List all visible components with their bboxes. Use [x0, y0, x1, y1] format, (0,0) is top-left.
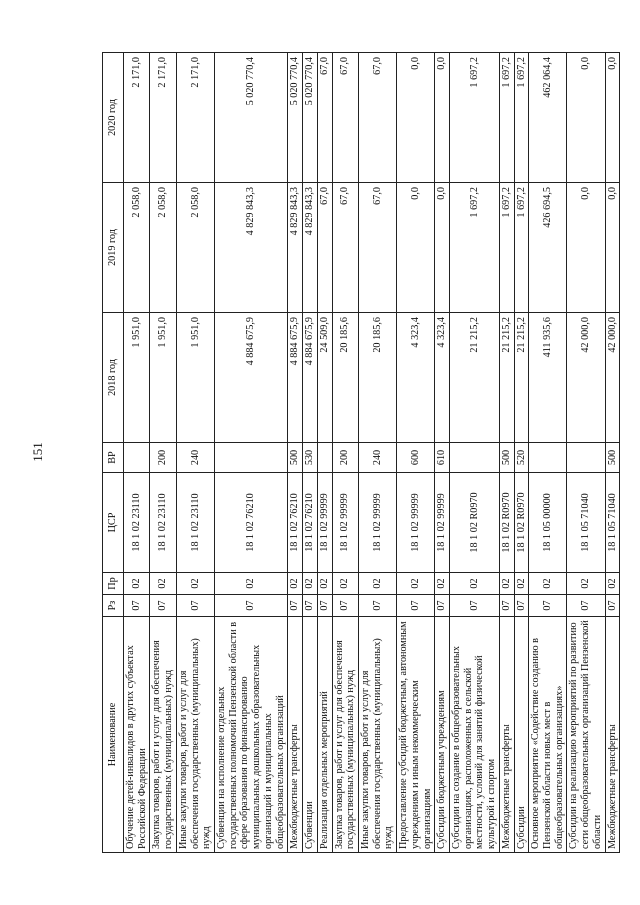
row-2018-cell: 21 215,2	[499, 312, 514, 442]
row-rz-cell: 07	[529, 594, 567, 616]
row-csr-cell: 18 1 02 99999	[397, 472, 435, 572]
row-2018-cell: 24 509,0	[317, 312, 332, 442]
row-rz-cell: 07	[317, 594, 332, 616]
row-2019-cell: 2 058,0	[176, 182, 214, 312]
row-csr-cell: 18 1 02 R0970	[499, 472, 514, 572]
row-csr-cell: 18 1 02 23110	[150, 472, 176, 572]
row-csr-cell: 18 1 02 R0970	[514, 472, 529, 572]
row-2019-cell: 0,0	[605, 182, 620, 312]
row-name-cell: Субсидии на создание в общеобразовательных организациях, расположенных в сельской местности, условий для занятий физической культурой и спортом	[449, 616, 499, 852]
table-row	[124, 52, 150, 852]
table-header-row	[103, 52, 124, 852]
table-row	[397, 52, 435, 852]
row-name-cell: Межбюджетные трансферты	[288, 616, 303, 852]
row-2018-cell: 4 884 675,9	[303, 312, 318, 442]
table-row	[303, 52, 318, 852]
row-vr-cell	[215, 442, 288, 472]
row-2018-cell: 20 185,6	[332, 312, 358, 442]
row-pr-cell: 02	[605, 572, 620, 594]
row-2019-cell: 0,0	[397, 182, 435, 312]
row-2020-cell: 0,0	[435, 52, 450, 182]
table-row	[176, 52, 214, 852]
row-2020-cell: 1 697,2	[514, 52, 529, 182]
row-pr-cell: 02	[567, 572, 605, 594]
row-2018-cell: 4 884 675,9	[215, 312, 288, 442]
table-row	[499, 52, 514, 852]
row-2020-cell: 0,0	[567, 52, 605, 182]
row-vr-cell: 500	[288, 442, 303, 472]
row-2019-cell: 67,0	[332, 182, 358, 312]
row-2020-cell: 462 064,4	[529, 52, 567, 182]
row-csr-cell: 18 1 05 71040	[605, 472, 620, 572]
row-rz-cell: 07	[514, 594, 529, 616]
row-csr-cell: 18 1 02 76210	[303, 472, 318, 572]
row-rz-cell: 07	[332, 594, 358, 616]
row-csr-cell: 18 1 02 99999	[358, 472, 396, 572]
row-2020-cell: 5 020 770,4	[288, 52, 303, 182]
row-rz-cell: 07	[215, 594, 288, 616]
row-2019-cell: 426 694,5	[529, 182, 567, 312]
row-pr-cell: 02	[288, 572, 303, 594]
row-2019-cell: 4 829 843,3	[215, 182, 288, 312]
row-2020-cell: 5 020 770,4	[303, 52, 318, 182]
row-2018-cell: 411 935,6	[529, 312, 567, 442]
row-name-cell: Закупка товаров, работ и услуг для обеспечения государственных (муниципальных) нужд	[150, 616, 176, 852]
row-2018-cell: 4 884 675,9	[288, 312, 303, 442]
row-name-cell: Субсидии бюджетным учреждениям	[435, 616, 450, 852]
row-rz-cell: 07	[435, 594, 450, 616]
header-name: Наименование	[103, 616, 124, 852]
row-vr-cell: 500	[499, 442, 514, 472]
table-row	[215, 52, 288, 852]
row-vr-cell: 200	[150, 442, 176, 472]
row-2018-cell: 21 215,2	[449, 312, 499, 442]
row-rz-cell: 07	[605, 594, 620, 616]
row-name-cell: Межбюджетные трансферты	[499, 616, 514, 852]
row-csr-cell: 18 1 02 23110	[176, 472, 214, 572]
row-pr-cell: 02	[215, 572, 288, 594]
header-2018: 2018 год	[103, 312, 124, 442]
row-csr-cell: 18 1 02 99999	[332, 472, 358, 572]
row-rz-cell: 07	[567, 594, 605, 616]
row-name-cell: Реализация отдельных мероприятий	[317, 616, 332, 852]
row-pr-cell: 02	[358, 572, 396, 594]
row-pr-cell: 02	[529, 572, 567, 594]
row-2018-cell: 42 000,0	[567, 312, 605, 442]
row-rz-cell: 07	[124, 594, 150, 616]
row-pr-cell: 02	[499, 572, 514, 594]
row-rz-cell: 07	[449, 594, 499, 616]
row-2019-cell: 2 058,0	[124, 182, 150, 312]
row-vr-cell	[449, 442, 499, 472]
row-csr-cell: 18 1 02 R0970	[449, 472, 499, 572]
row-pr-cell: 02	[435, 572, 450, 594]
row-2019-cell: 1 697,2	[514, 182, 529, 312]
row-rz-cell: 07	[303, 594, 318, 616]
row-vr-cell	[529, 442, 567, 472]
page-number: 151	[30, 442, 45, 462]
row-2020-cell: 67,0	[332, 52, 358, 182]
row-2018-cell: 42 000,0	[605, 312, 620, 442]
table-row	[317, 52, 332, 852]
table-row	[514, 52, 529, 852]
table-row	[529, 52, 567, 852]
row-vr-cell: 240	[358, 442, 396, 472]
row-2020-cell: 1 697,2	[449, 52, 499, 182]
row-rz-cell: 07	[499, 594, 514, 616]
row-2019-cell: 4 829 843,3	[303, 182, 318, 312]
row-csr-cell: 18 1 05 71040	[567, 472, 605, 572]
row-rz-cell: 07	[288, 594, 303, 616]
row-2019-cell: 0,0	[435, 182, 450, 312]
row-name-cell: Иные закупки товаров, работ и услуг для обеспечения государственных (муниципальных) нужд	[358, 616, 396, 852]
row-vr-cell: 610	[435, 442, 450, 472]
row-2018-cell: 1 951,0	[124, 312, 150, 442]
row-name-cell: Закупка товаров, работ и услуг для обеспечения государственных (муниципальных) нужд	[332, 616, 358, 852]
row-rz-cell: 07	[358, 594, 396, 616]
table-row	[358, 52, 396, 852]
row-csr-cell: 18 1 05 00000	[529, 472, 567, 572]
row-name-cell: Субвенции на исполнение отдельных государственных полномочий Пензенской области в сфере образования по финансированию муниципальных дошкольных образовательных организаций и муниципальных общеобразовательных организаций	[215, 616, 288, 852]
row-2019-cell: 0,0	[567, 182, 605, 312]
row-vr-cell: 520	[514, 442, 529, 472]
row-vr-cell: 200	[332, 442, 358, 472]
row-pr-cell: 02	[449, 572, 499, 594]
row-name-cell: Основное мероприятие «Содействие созданию в Пензенской области новых мест в общеобразовательных организациях»	[529, 616, 567, 852]
header-rz: Рз	[103, 594, 124, 616]
row-pr-cell: 02	[514, 572, 529, 594]
row-2019-cell: 4 829 843,3	[288, 182, 303, 312]
row-name-cell: Субсидии	[514, 616, 529, 852]
row-csr-cell: 18 1 02 76210	[288, 472, 303, 572]
row-csr-cell: 18 1 02 99999	[317, 472, 332, 572]
header-vr: ВР	[103, 442, 124, 472]
row-2018-cell: 4 323,4	[435, 312, 450, 442]
header-pr: Пр	[103, 572, 124, 594]
row-2019-cell: 1 697,2	[499, 182, 514, 312]
table-row	[449, 52, 499, 852]
row-2020-cell: 1 697,2	[499, 52, 514, 182]
row-2020-cell: 2 171,0	[150, 52, 176, 182]
row-2019-cell: 67,0	[317, 182, 332, 312]
header-2019: 2019 год	[103, 182, 124, 312]
row-2018-cell: 4 323,4	[397, 312, 435, 442]
row-2020-cell: 2 171,0	[176, 52, 214, 182]
table-row	[150, 52, 176, 852]
row-pr-cell: 02	[317, 572, 332, 594]
row-csr-cell: 18 1 02 23110	[124, 472, 150, 572]
row-2018-cell: 1 951,0	[150, 312, 176, 442]
row-name-cell: Обучение детей-инвалидов в других субъектах Российской Федерации	[124, 616, 150, 852]
row-vr-cell: 240	[176, 442, 214, 472]
row-csr-cell: 18 1 02 76210	[215, 472, 288, 572]
table-row	[288, 52, 303, 852]
header-2020: 2020 год	[103, 52, 124, 182]
row-2018-cell: 20 185,6	[358, 312, 396, 442]
row-csr-cell: 18 1 02 99999	[435, 472, 450, 572]
row-pr-cell: 02	[124, 572, 150, 594]
table-row	[435, 52, 450, 852]
row-pr-cell: 02	[397, 572, 435, 594]
header-csr: ЦСР	[103, 472, 124, 572]
row-pr-cell: 02	[176, 572, 214, 594]
row-pr-cell: 02	[150, 572, 176, 594]
row-2020-cell: 67,0	[358, 52, 396, 182]
row-pr-cell: 02	[332, 572, 358, 594]
row-vr-cell: 500	[605, 442, 620, 472]
row-2020-cell: 67,0	[317, 52, 332, 182]
row-2020-cell: 0,0	[397, 52, 435, 182]
row-vr-cell: 600	[397, 442, 435, 472]
row-vr-cell: 530	[303, 442, 318, 472]
row-vr-cell	[567, 442, 605, 472]
row-2019-cell: 1 697,2	[449, 182, 499, 312]
table-row	[332, 52, 358, 852]
row-name-cell: Предоставление субсидий бюджетным, автономным учреждениям и иным некоммерческим организациям	[397, 616, 435, 852]
table-row	[605, 52, 620, 852]
row-rz-cell: 07	[397, 594, 435, 616]
budget-table	[102, 52, 620, 853]
row-2019-cell: 2 058,0	[150, 182, 176, 312]
row-2018-cell: 21 215,2	[514, 312, 529, 442]
row-rz-cell: 07	[150, 594, 176, 616]
row-2020-cell: 0,0	[605, 52, 620, 182]
row-vr-cell	[124, 442, 150, 472]
row-name-cell: Субвенции	[303, 616, 318, 852]
row-2020-cell: 2 171,0	[124, 52, 150, 182]
table-row	[567, 52, 605, 852]
row-rz-cell: 07	[176, 594, 214, 616]
row-name-cell: Субсидии на реализацию мероприятий по развитию сети общеобразовательных организаций Пензенской области	[567, 616, 605, 852]
rotated-page	[102, 53, 618, 853]
row-vr-cell	[317, 442, 332, 472]
row-pr-cell: 02	[303, 572, 318, 594]
row-2018-cell: 1 951,0	[176, 312, 214, 442]
row-2020-cell: 5 020 770,4	[215, 52, 288, 182]
row-name-cell: Иные закупки товаров, работ и услуг для обеспечения государственных (муниципальных) нужд	[176, 616, 214, 852]
row-2019-cell: 67,0	[358, 182, 396, 312]
row-name-cell: Межбюджетные трансферты	[605, 616, 620, 852]
